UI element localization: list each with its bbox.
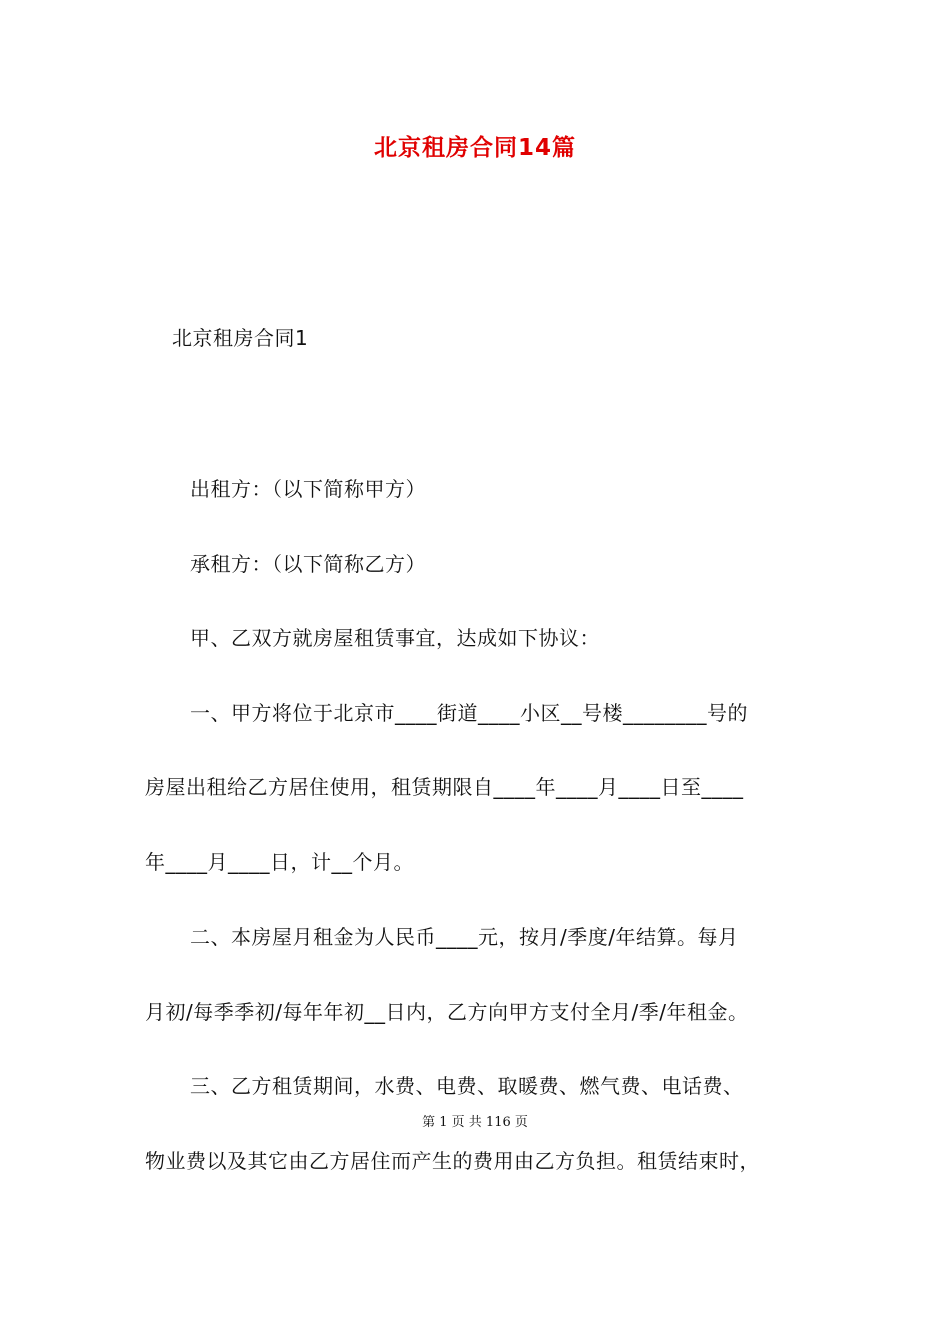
page-footer: 第 1 页 共 116 页 [422, 1115, 528, 1130]
section-heading: 北京租房合同1 [172, 326, 309, 350]
clause-1-line-3: 年____月____日，计__个月。 [145, 850, 414, 874]
document-title: 北京租房合同14篇 [373, 135, 576, 161]
clause-1-line-2: 房屋出租给乙方居住使用，租赁期限自____年____月____日至____ [145, 775, 744, 799]
clause-2-line-1: 二、本房屋月租金为人民币____元，按月/季度/年结算。每月 [190, 925, 739, 949]
clause-1-line-1: 一、甲方将位于北京市____街道____小区__号楼________号的 [190, 701, 748, 725]
clause-2-line-2: 月初/每季季初/每年年初__日内，乙方向甲方支付全月/季/年租金。 [145, 1000, 749, 1024]
clause-3-line-2: 物业费以及其它由乙方居住而产生的费用由乙方负担。租赁结束时， [145, 1149, 760, 1173]
clause-3-line-1: 三、乙方租赁期间，水费、电费、取暖费、燃气费、电话费、 [190, 1074, 744, 1098]
paragraph-lessor: 出租方：（以下简称甲方） [190, 477, 426, 501]
paragraph-agreement-intro: 甲、乙双方就房屋租赁事宜，达成如下协议： [190, 626, 600, 650]
paragraph-lessee: 承租方：（以下简称乙方） [190, 552, 426, 576]
